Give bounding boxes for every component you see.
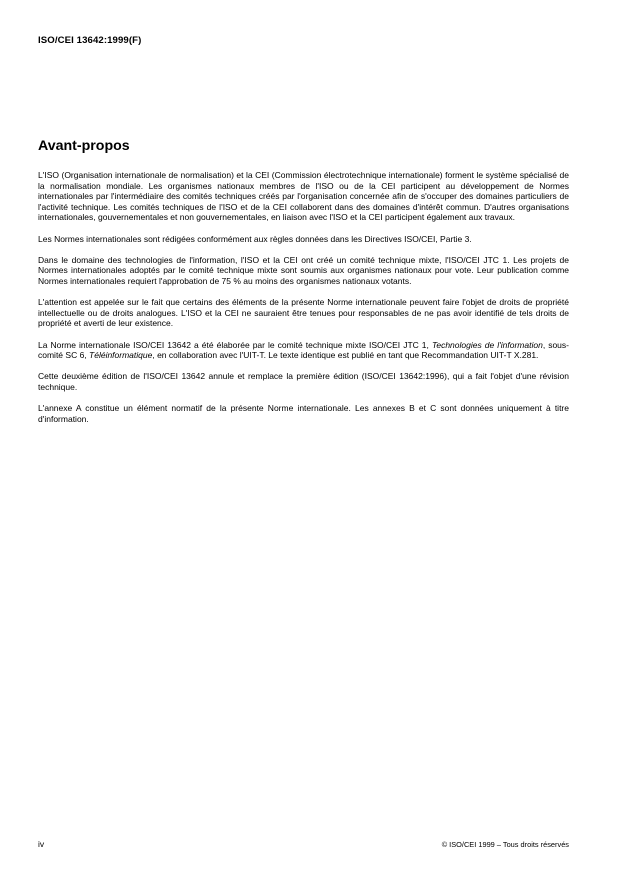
- paragraph-annexes: L'annexe A constitue un élément normatif de la présente Norme internationale. Les annexes B et C sont données uniquement à titre d'information.: [38, 403, 569, 424]
- page-number: iv: [38, 839, 45, 849]
- foreword-body: [38, 170, 569, 435]
- paragraph-edition: Cette deuxième édition de l'ISO/CEI 13642 annule et remplace la première édition (ISO/CEI 13642:1996), qui a fait l'objet d'une révision technique.: [38, 371, 569, 392]
- elaboration-text-2: , sous-comité SC 6,: [38, 339, 569, 361]
- elaboration-subcommittee-title: Téléinformatique: [89, 350, 153, 361]
- paragraph-elaboration: [38, 340, 569, 361]
- section-title: Avant-propos: [38, 138, 130, 154]
- elaboration-text-1: La Norme internationale ISO/CEI 13642 a été élaborée par le comité technique mixte ISO/CEI JTC 1,: [38, 339, 432, 350]
- copyright-notice: © ISO/CEI 1999 – Tous droits réservés: [441, 840, 569, 849]
- paragraph-jtc1: Dans le domaine des technologies de l'information, l'ISO et la CEI ont créé un comité technique mixte, l'ISO/CEI JTC 1. Les projets de Normes internationales adoptés par le comité technique mixte sont soumis aux organismes nationaux pour vote. Leur publication comme Normes internationales requiert l'approbation de 75 % au moins des organismes nationaux votants.: [38, 254, 569, 286]
- elaboration-text-3: , en collaboration avec l'UIT-T. Le texte identique est publié en tant que Recommandation UIT-T X.281.: [152, 350, 539, 361]
- paragraph-directives: Les Normes internationales sont rédigées conformément aux règles données dans les Directives ISO/CEI, Partie 3.: [38, 233, 472, 244]
- elaboration-committee-title: Technologies de l'information: [431, 339, 543, 350]
- paragraph-iso-cei-intro: L'ISO (Organisation internationale de normalisation) et la CEI (Commission électrotechnique internationale) forment le système spécialisé de la normalisation mondiale. Les organismes nationaux membres de l'ISO ou de la CEI participent au développement de Normes internationales par l'intermédiaire des comités techniques créés par l'organisation concernée afin de s'occuper des domaines particuliers de l'activité technique. Les comités techniques de l'ISO et de la CEI collaborent dans des domaines d'intérêt commun. D'autres organisations internationales, gouvernementales et non gouvernementales, en liaison avec l'ISO et la CEI participent également aux travaux.: [38, 170, 569, 223]
- document-reference: ISO/CEI 13642:1999(F): [38, 35, 142, 46]
- paragraph-patent-rights: L'attention est appelée sur le fait que certains des éléments de la présente Norme internationale peuvent faire l'objet de droits de propriété intellectuelle ou de droits analogues. L'ISO et la CEI ne sauraient être tenues pour responsables de ne pas avoir identifié de tels droits de propriété et averti de leur existence.: [38, 297, 569, 329]
